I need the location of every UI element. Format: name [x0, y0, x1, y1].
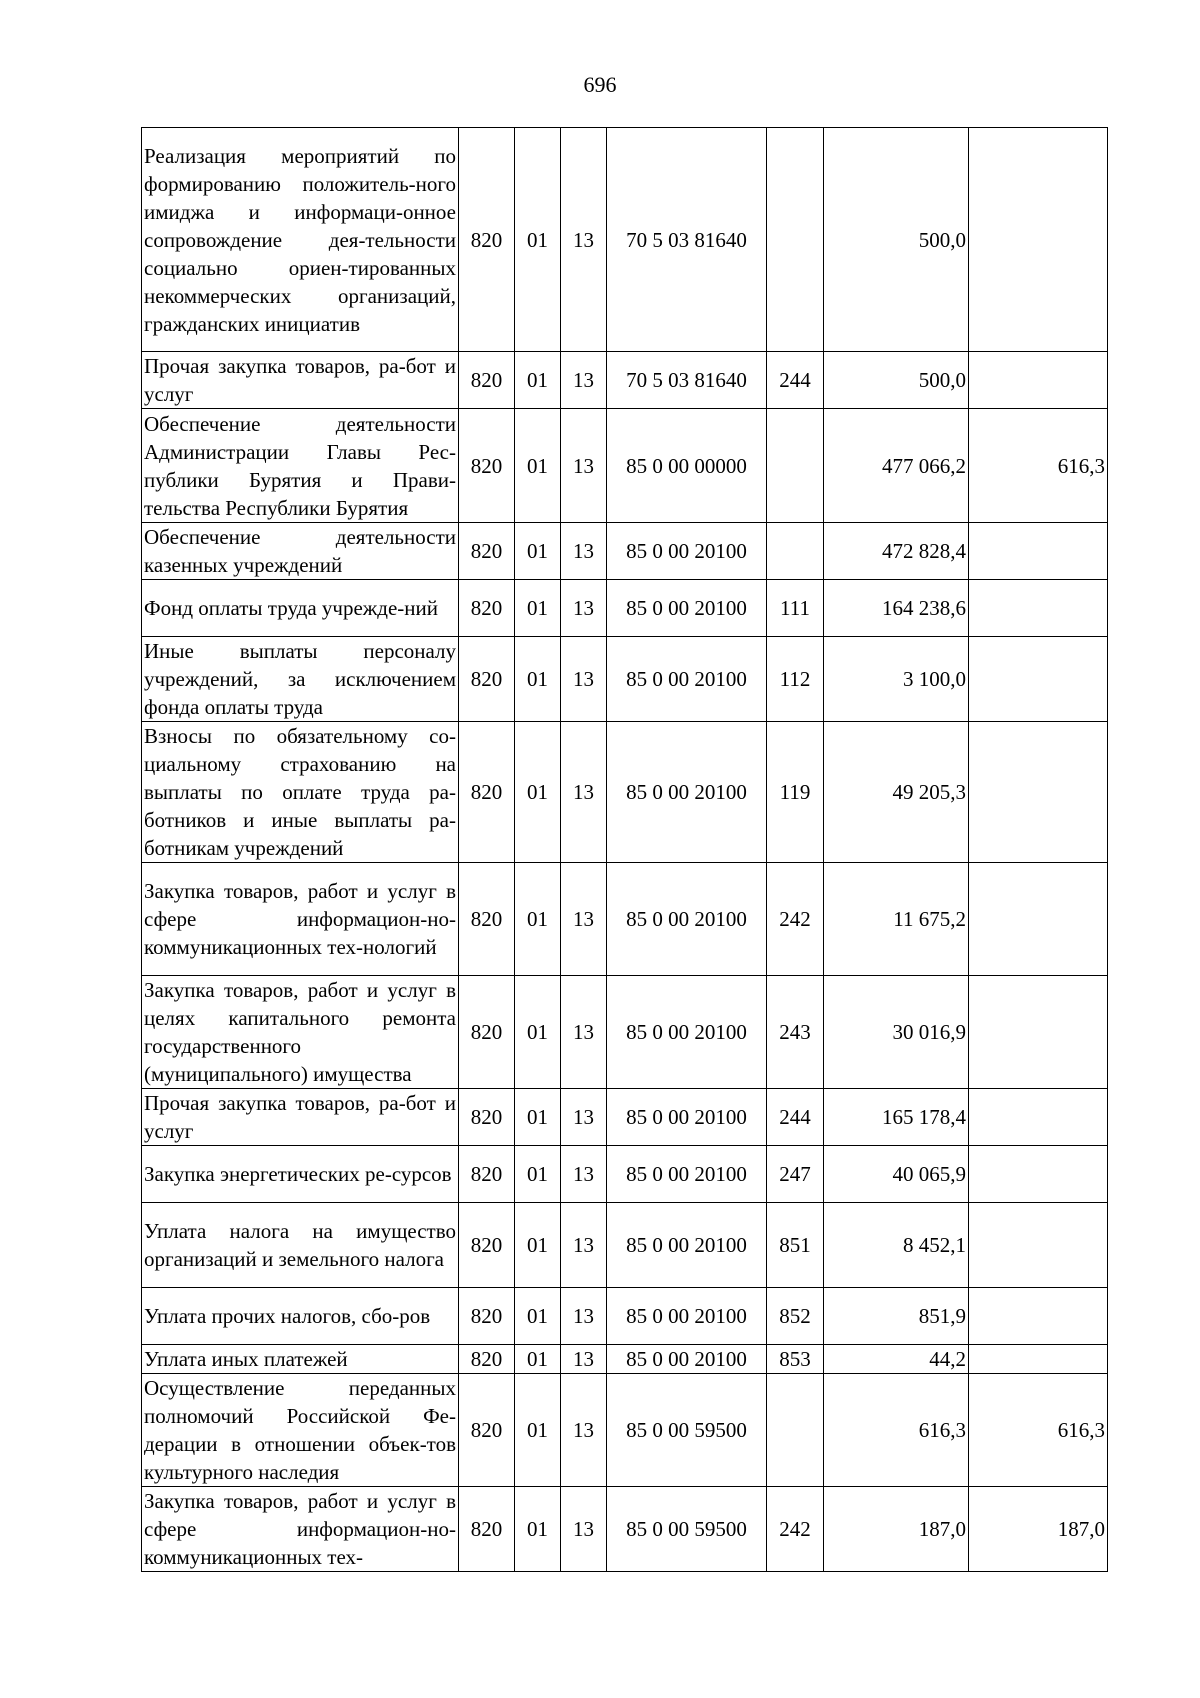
table-row: [142, 523, 1108, 580]
row-target-article: 85 0 00 00000: [607, 409, 767, 523]
row-amount-federal: [969, 352, 1108, 409]
row-name: Закупка товаров, работ и услуг в сфере информацион-но-коммуникационных тех-: [142, 1487, 459, 1572]
row-section-code: 01: [515, 976, 561, 1089]
row-subsection-code: 13: [561, 1146, 607, 1203]
row-amount-federal: [969, 523, 1108, 580]
row-expense-type: 853: [767, 1345, 824, 1374]
page-number: 696: [583, 72, 617, 97]
row-expense-type: [767, 409, 824, 523]
table-row: [142, 1345, 1108, 1374]
row-amount-federal: [969, 1203, 1108, 1288]
row-amount: 44,2: [824, 1345, 969, 1374]
row-amount: 11 675,2: [824, 863, 969, 976]
row-target-article: 85 0 00 20100: [607, 976, 767, 1089]
row-target-article: 85 0 00 20100: [607, 1089, 767, 1146]
row-section-code: 01: [515, 1146, 561, 1203]
row-section-code: 01: [515, 1089, 561, 1146]
budget-table: [141, 127, 1108, 1572]
row-target-article: 85 0 00 59500: [607, 1487, 767, 1572]
table-row: [142, 352, 1108, 409]
row-section-code: 01: [515, 409, 561, 523]
row-amount-federal: 616,3: [969, 409, 1108, 523]
table-row: [142, 1487, 1108, 1572]
row-target-article: 70 5 03 81640: [607, 352, 767, 409]
row-name: Обеспечение деятельности Администрации Главы Рес-публики Бурятия и Прави-тельства Республики Бурятия: [142, 409, 459, 523]
row-subsection-code: 13: [561, 1089, 607, 1146]
row-name: Фонд оплаты труда учрежде-ний: [142, 580, 459, 637]
table-row: [142, 1089, 1108, 1146]
row-amount: 187,0: [824, 1487, 969, 1572]
row-amount-federal: [969, 1146, 1108, 1203]
row-section-code: 01: [515, 863, 561, 976]
row-name: Прочая закупка товаров, ра-бот и услуг: [142, 1089, 459, 1146]
row-expense-type: 242: [767, 863, 824, 976]
row-section-code: 01: [515, 352, 561, 409]
row-amount-federal: [969, 580, 1108, 637]
row-ministry-code: 820: [459, 409, 515, 523]
row-section-code: 01: [515, 1374, 561, 1487]
row-amount: 49 205,3: [824, 722, 969, 863]
row-ministry-code: 820: [459, 1487, 515, 1572]
row-expense-type: [767, 523, 824, 580]
row-section-code: 01: [515, 523, 561, 580]
row-section-code: 01: [515, 1288, 561, 1345]
row-amount-federal: [969, 863, 1108, 976]
row-amount: 40 065,9: [824, 1146, 969, 1203]
row-name: Закупка товаров, работ и услуг в целях капитального ремонта государственного (муниципального) имущества: [142, 976, 459, 1089]
row-subsection-code: 13: [561, 523, 607, 580]
row-name: Обеспечение деятельности казенных учреждений: [142, 523, 459, 580]
row-name: Взносы по обязательному со-циальному страхованию на выплаты по оплате труда ра-ботников и иные выплаты ра-ботникам учреждений: [142, 722, 459, 863]
row-expense-type: 851: [767, 1203, 824, 1288]
row-ministry-code: 820: [459, 1203, 515, 1288]
row-ministry-code: 820: [459, 1345, 515, 1374]
row-target-article: 85 0 00 20100: [607, 1203, 767, 1288]
row-name: Закупка товаров, работ и услуг в сфере информацион-но-коммуникационных тех-нологий: [142, 863, 459, 976]
row-amount-federal: [969, 976, 1108, 1089]
row-amount-federal: 187,0: [969, 1487, 1108, 1572]
row-amount-federal: [969, 128, 1108, 352]
row-amount-federal: [969, 1089, 1108, 1146]
row-section-code: 01: [515, 128, 561, 352]
row-expense-type: 244: [767, 352, 824, 409]
row-target-article: 85 0 00 20100: [607, 580, 767, 637]
row-subsection-code: 13: [561, 1203, 607, 1288]
row-expense-type: [767, 128, 824, 352]
row-amount: 851,9: [824, 1288, 969, 1345]
row-section-code: 01: [515, 722, 561, 863]
row-ministry-code: 820: [459, 523, 515, 580]
row-subsection-code: 13: [561, 1374, 607, 1487]
row-ministry-code: 820: [459, 1089, 515, 1146]
row-amount: 477 066,2: [824, 409, 969, 523]
row-ministry-code: 820: [459, 128, 515, 352]
row-amount-federal: [969, 1288, 1108, 1345]
row-amount-federal: [969, 722, 1108, 863]
row-ministry-code: 820: [459, 976, 515, 1089]
table-row: [142, 1288, 1108, 1345]
row-amount: 500,0: [824, 128, 969, 352]
row-expense-type: [767, 1374, 824, 1487]
row-section-code: 01: [515, 637, 561, 722]
table-row: [142, 722, 1108, 863]
row-name: Осуществление переданных полномочий Российской Фе-дерации в отношении объек-тов культурного наследия: [142, 1374, 459, 1487]
row-name: Иные выплаты персоналу учреждений, за исключением фонда оплаты труда: [142, 637, 459, 722]
row-name: Уплата налога на имущество организаций и земельного налога: [142, 1203, 459, 1288]
row-amount-federal: 616,3: [969, 1374, 1108, 1487]
row-expense-type: 242: [767, 1487, 824, 1572]
row-expense-type: 852: [767, 1288, 824, 1345]
row-target-article: 85 0 00 20100: [607, 1345, 767, 1374]
row-subsection-code: 13: [561, 722, 607, 863]
row-subsection-code: 13: [561, 1288, 607, 1345]
row-subsection-code: 13: [561, 409, 607, 523]
row-ministry-code: 820: [459, 863, 515, 976]
row-expense-type: 111: [767, 580, 824, 637]
table-row: [142, 637, 1108, 722]
table-row: [142, 580, 1108, 637]
row-section-code: 01: [515, 1203, 561, 1288]
row-expense-type: 244: [767, 1089, 824, 1146]
row-subsection-code: 13: [561, 128, 607, 352]
row-target-article: 85 0 00 20100: [607, 722, 767, 863]
row-target-article: 85 0 00 20100: [607, 1288, 767, 1345]
row-amount: 500,0: [824, 352, 969, 409]
row-ministry-code: 820: [459, 1146, 515, 1203]
row-amount: 165 178,4: [824, 1089, 969, 1146]
table-row: [142, 1374, 1108, 1487]
row-name: Реализация мероприятий по формированию положитель-ного имиджа и информаци-онное сопровождение дея-тельности социально ориен-тированных некоммерческих организаций, гражданских инициатив: [142, 128, 459, 352]
row-amount: 30 016,9: [824, 976, 969, 1089]
row-target-article: 85 0 00 20100: [607, 523, 767, 580]
row-ministry-code: 820: [459, 352, 515, 409]
row-subsection-code: 13: [561, 580, 607, 637]
table-row: [142, 128, 1108, 352]
row-amount-federal: [969, 637, 1108, 722]
row-amount: 8 452,1: [824, 1203, 969, 1288]
row-subsection-code: 13: [561, 976, 607, 1089]
row-name: Уплата прочих налогов, сбо-ров: [142, 1288, 459, 1345]
row-expense-type: 247: [767, 1146, 824, 1203]
row-ministry-code: 820: [459, 722, 515, 863]
row-subsection-code: 13: [561, 863, 607, 976]
row-target-article: 85 0 00 20100: [607, 637, 767, 722]
table-row: [142, 409, 1108, 523]
row-subsection-code: 13: [561, 637, 607, 722]
row-ministry-code: 820: [459, 580, 515, 637]
row-subsection-code: 13: [561, 352, 607, 409]
row-target-article: 70 5 03 81640: [607, 128, 767, 352]
row-expense-type: 243: [767, 976, 824, 1089]
row-amount: 164 238,6: [824, 580, 969, 637]
row-name: Закупка энергетических ре-сурсов: [142, 1146, 459, 1203]
row-expense-type: 112: [767, 637, 824, 722]
table-row: [142, 1146, 1108, 1203]
row-ministry-code: 820: [459, 1288, 515, 1345]
table-body: [142, 128, 1108, 1572]
row-section-code: 01: [515, 580, 561, 637]
row-amount: 472 828,4: [824, 523, 969, 580]
row-ministry-code: 820: [459, 1374, 515, 1487]
row-subsection-code: 13: [561, 1487, 607, 1572]
row-target-article: 85 0 00 20100: [607, 1146, 767, 1203]
row-subsection-code: 13: [561, 1345, 607, 1374]
table-row: [142, 1203, 1108, 1288]
row-section-code: 01: [515, 1345, 561, 1374]
table-row: [142, 976, 1108, 1089]
row-expense-type: 119: [767, 722, 824, 863]
table-row: [142, 863, 1108, 976]
row-amount: 616,3: [824, 1374, 969, 1487]
row-target-article: 85 0 00 20100: [607, 863, 767, 976]
row-name: Прочая закупка товаров, ра-бот и услуг: [142, 352, 459, 409]
row-target-article: 85 0 00 59500: [607, 1374, 767, 1487]
row-amount: 3 100,0: [824, 637, 969, 722]
row-ministry-code: 820: [459, 637, 515, 722]
row-section-code: 01: [515, 1487, 561, 1572]
row-amount-federal: [969, 1345, 1108, 1374]
row-name: Уплата иных платежей: [142, 1345, 459, 1374]
